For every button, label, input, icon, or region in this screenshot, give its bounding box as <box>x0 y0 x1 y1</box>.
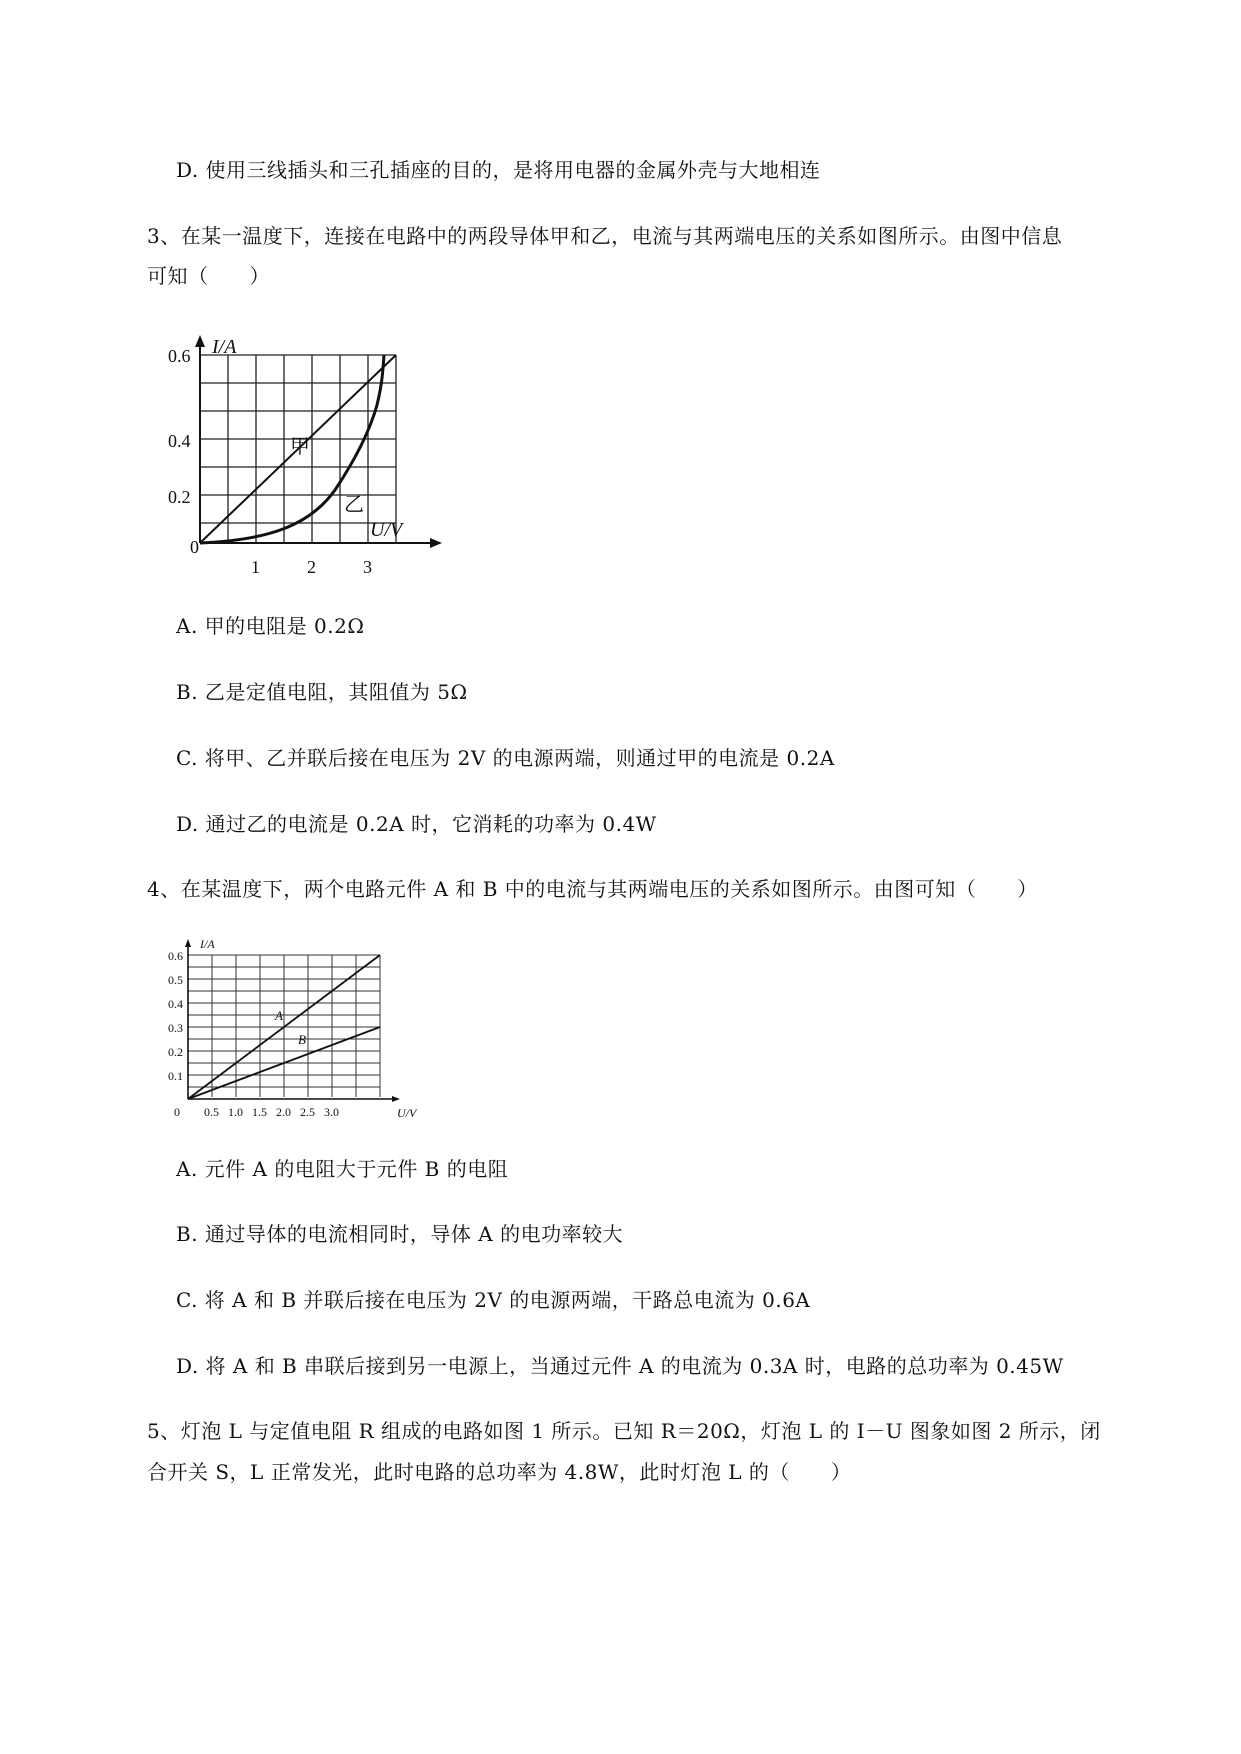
q4-y-tick-0.1: 0.1 <box>168 1069 183 1083</box>
question-5-stem-line-1: 5、灯泡 L 与定值电阻 R 组成的电路如图 1 所示。已知 R＝20Ω，灯泡 L 的 I－U 图象如图 2 所示，闭 <box>147 1419 1101 1443</box>
question-4-option-c: C. 将 A 和 B 并联后接在电压为 2V 的电源两端，干路总电流为 0.6A <box>176 1288 811 1312</box>
question-3-iu-graph <box>168 335 460 580</box>
q4-y-tick-0.3: 0.3 <box>168 1021 183 1035</box>
q3-x-tick-3: 3 <box>363 557 372 577</box>
q3-x-tick-1: 1 <box>251 557 260 577</box>
q3-y-tick-0.4: 0.4 <box>168 431 191 451</box>
question-3-stem-line-2: 可知（ ） <box>147 264 270 288</box>
q3-x-tick-2: 2 <box>307 557 316 577</box>
q4-x-tick-3.0: 3.0 <box>324 1105 339 1119</box>
q4-y-tick-0.6: 0.6 <box>168 949 183 963</box>
question-4-option-b: B. 通过导体的电流相同时，导体 A 的电功率较大 <box>176 1222 624 1246</box>
q3-x-axis-label: U/V <box>370 519 403 541</box>
q4-label-a: A <box>275 1008 283 1023</box>
q3-label-yi: 乙 <box>344 494 364 516</box>
q4-origin-label: 0 <box>174 1105 180 1119</box>
q4-y-axis-label: I/A <box>200 937 215 951</box>
q4-y-tick-0.5: 0.5 <box>168 973 183 987</box>
question-4-stem: 4、在某温度下，两个电路元件 A 和 B 中的电流与其两端电压的关系如图所示。由图可知（ ） <box>147 877 1038 901</box>
q4-x-tick-2.5: 2.5 <box>300 1105 315 1119</box>
question-4-iu-graph <box>168 930 420 1120</box>
question-3-option-c: C. 将甲、乙并联后接在电压为 2V 的电源两端，则通过甲的电流是 0.2A <box>176 746 835 770</box>
question-3-option-a: A. 甲的电阻是 0.2Ω <box>176 614 365 638</box>
q4-label-b: B <box>298 1032 306 1047</box>
question-3-option-b: B. 乙是定值电阻，其阻值为 5Ω <box>176 680 468 704</box>
q3-label-jia: 甲 <box>290 436 310 458</box>
q4-x-tick-1.5: 1.5 <box>252 1105 267 1119</box>
question-5-stem-line-2: 合开关 S，L 正常发光，此时电路的总功率为 4.8W，此时灯泡 L 的（ ） <box>147 1460 852 1484</box>
q4-x-axis-label: U/V <box>397 1106 417 1120</box>
q3-y-axis-label: I/A <box>212 336 237 358</box>
q4-x-tick-0.5: 0.5 <box>204 1105 219 1119</box>
q4-x-tick-1.0: 1.0 <box>228 1105 243 1119</box>
q3-y-tick-0.2: 0.2 <box>168 487 191 507</box>
q3-y-tick-0.6: 0.6 <box>168 346 191 366</box>
q4-x-tick-2.0: 2.0 <box>276 1105 291 1119</box>
question-3-stem-line-1: 3、在某一温度下，连接在电路中的两段导体甲和乙，电流与其两端电压的关系如图所示。由图中信息 <box>147 224 1063 248</box>
question-4-option-d: D. 将 A 和 B 串联后接到另一电源上，当通过元件 A 的电流为 0.3A 时，电路的总功率为 0.45W <box>176 1354 1064 1378</box>
question-4-option-a: A. 元件 A 的电阻大于元件 B 的电阻 <box>176 1157 509 1181</box>
q4-y-tick-0.2: 0.2 <box>168 1045 183 1059</box>
q3-origin-label: 0 <box>190 537 199 557</box>
q4-y-tick-0.4: 0.4 <box>168 997 183 1011</box>
prev-question-option-d: D. 使用三线插头和三孔插座的目的，是将用电器的金属外壳与大地相连 <box>176 158 821 182</box>
question-3-option-d: D. 通过乙的电流是 0.2A 时，它消耗的功率为 0.4W <box>176 812 657 836</box>
q3-axes <box>195 335 442 548</box>
